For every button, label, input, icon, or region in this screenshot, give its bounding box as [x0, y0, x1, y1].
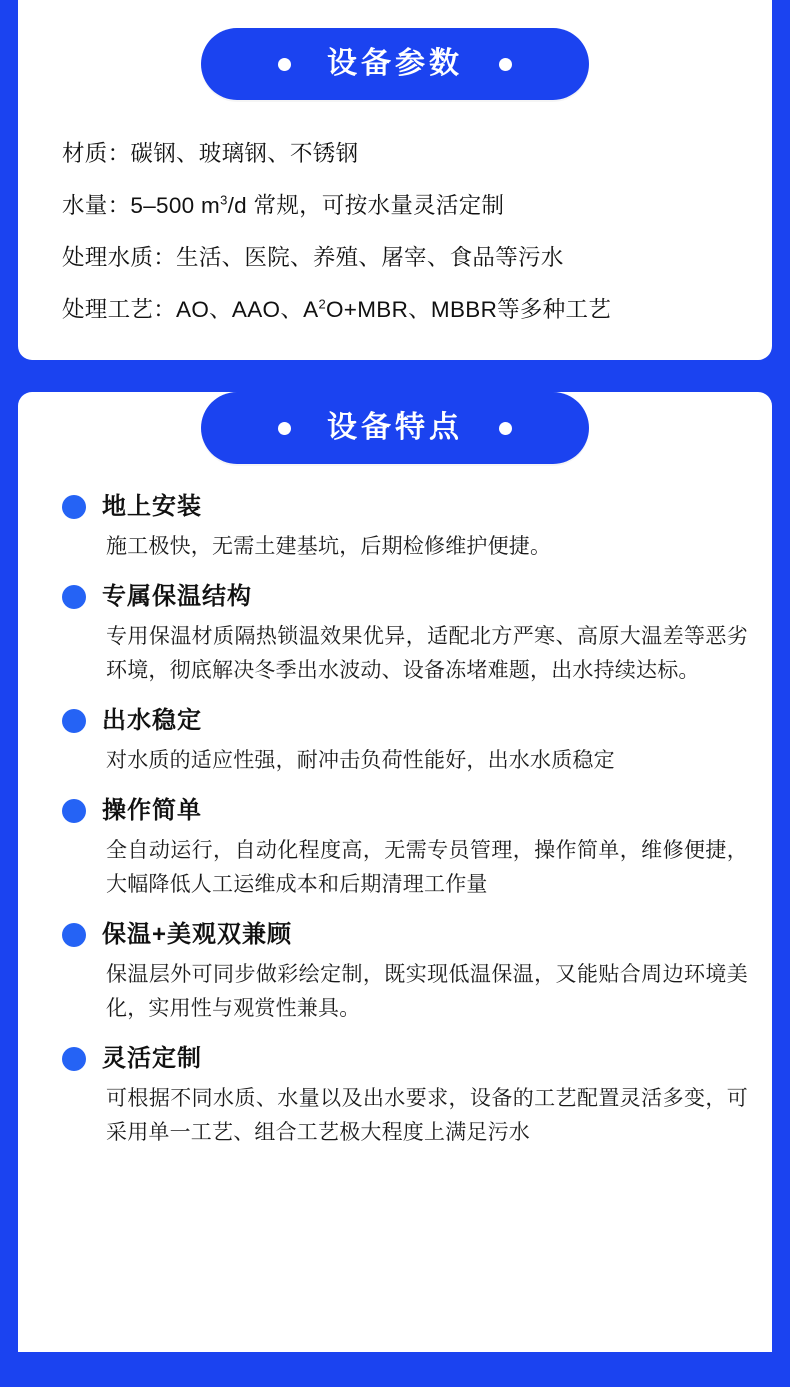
- features-list: [40, 490, 750, 1150]
- parameter-row: [62, 180, 746, 232]
- section-title-features-label: 设备特点: [327, 411, 463, 444]
- equipment-features-card: [18, 392, 772, 1352]
- parameter-row: [62, 284, 746, 336]
- feature-item: [40, 704, 750, 778]
- feature-body: 可根据不同水质、水量以及出水要求，设备的工艺配置灵活多变，可采用单一工艺、组合工艺极大程度上满足污水: [106, 1087, 748, 1144]
- section-title-features: [201, 392, 589, 464]
- feature-item: [40, 490, 750, 564]
- parameter-label: 材质：: [62, 141, 131, 166]
- bullet-dot-icon: [62, 923, 86, 947]
- feature-body: 对水质的适应性强，耐冲击负荷性能好，出水水质稳定: [106, 749, 615, 772]
- feature-item: [40, 918, 750, 1026]
- feature-header: [62, 1042, 750, 1076]
- bullet-dot-icon: [62, 799, 86, 823]
- feature-body: 专用保温材质隔热锁温效果优异，适配北方严寒、高原大温差等恶劣环境，彻底解决冬季出水波动、设备冻堵难题，出水持续达标。: [106, 625, 748, 682]
- dot-right-icon: [499, 422, 512, 435]
- parameter-superscript: 2: [318, 296, 326, 312]
- feature-header: [62, 490, 750, 524]
- parameter-value-post: O+MBR、MBBR等多种工艺: [325, 297, 612, 322]
- section-title-parameters-label: 设备参数: [327, 47, 463, 80]
- equipment-parameters-card: [18, 0, 772, 360]
- feature-title: 操作简单: [102, 797, 202, 824]
- parameter-value-pre: AO、AAO、A: [176, 297, 319, 322]
- feature-body: 保温层外可同步做彩绘定制，既实现低温保温，又能贴合周边环境美化，实用性与观赏性兼具。: [106, 963, 748, 1020]
- parameter-label: 水量：: [62, 193, 131, 218]
- feature-body: 施工极快，无需土建基坑，后期检修维护便捷。: [106, 535, 552, 558]
- parameter-label: 处理水质：: [62, 245, 177, 270]
- feature-title: 地上安装: [102, 493, 202, 520]
- parameter-superscript: 3: [220, 192, 228, 208]
- feature-title: 灵活定制: [102, 1045, 202, 1072]
- parameter-value: 生活、医院、养殖、屠宰、食品等污水: [176, 245, 564, 270]
- bullet-dot-icon: [62, 495, 86, 519]
- parameter-label: 处理工艺：: [62, 297, 177, 322]
- feature-title: 保温+美观双兼顾: [102, 921, 293, 948]
- feature-header: [62, 794, 750, 828]
- feature-item: [40, 1042, 750, 1150]
- parameter-value-pre: 5–500 m: [130, 193, 221, 218]
- bullet-dot-icon: [62, 709, 86, 733]
- feature-header: [62, 580, 750, 614]
- section-title-features-wrap: [40, 392, 750, 464]
- parameters-list: [62, 128, 746, 336]
- dot-right-icon: [499, 58, 512, 71]
- dot-left-icon: [278, 58, 291, 71]
- feature-item: [40, 794, 750, 902]
- feature-item: [40, 580, 750, 688]
- feature-body: 全自动运行，自动化程度高，无需专员管理，操作简单，维修便捷，大幅降低人工运维成本和后期清理工作量: [106, 839, 748, 896]
- section-title-parameters-wrap: [40, 28, 750, 100]
- feature-title: 出水稳定: [102, 707, 202, 734]
- parameter-row: [62, 128, 746, 180]
- parameter-value-post: /d 常规，可按水量灵活定制: [227, 193, 505, 218]
- bullet-dot-icon: [62, 1047, 86, 1071]
- feature-header: [62, 918, 750, 952]
- feature-title: 专属保温结构: [102, 583, 252, 610]
- dot-left-icon: [278, 422, 291, 435]
- parameter-value: 碳钢、玻璃钢、不锈钢: [130, 141, 359, 166]
- bullet-dot-icon: [62, 585, 86, 609]
- section-title-parameters: [201, 28, 589, 100]
- parameter-row: [62, 232, 746, 284]
- feature-header: [62, 704, 750, 738]
